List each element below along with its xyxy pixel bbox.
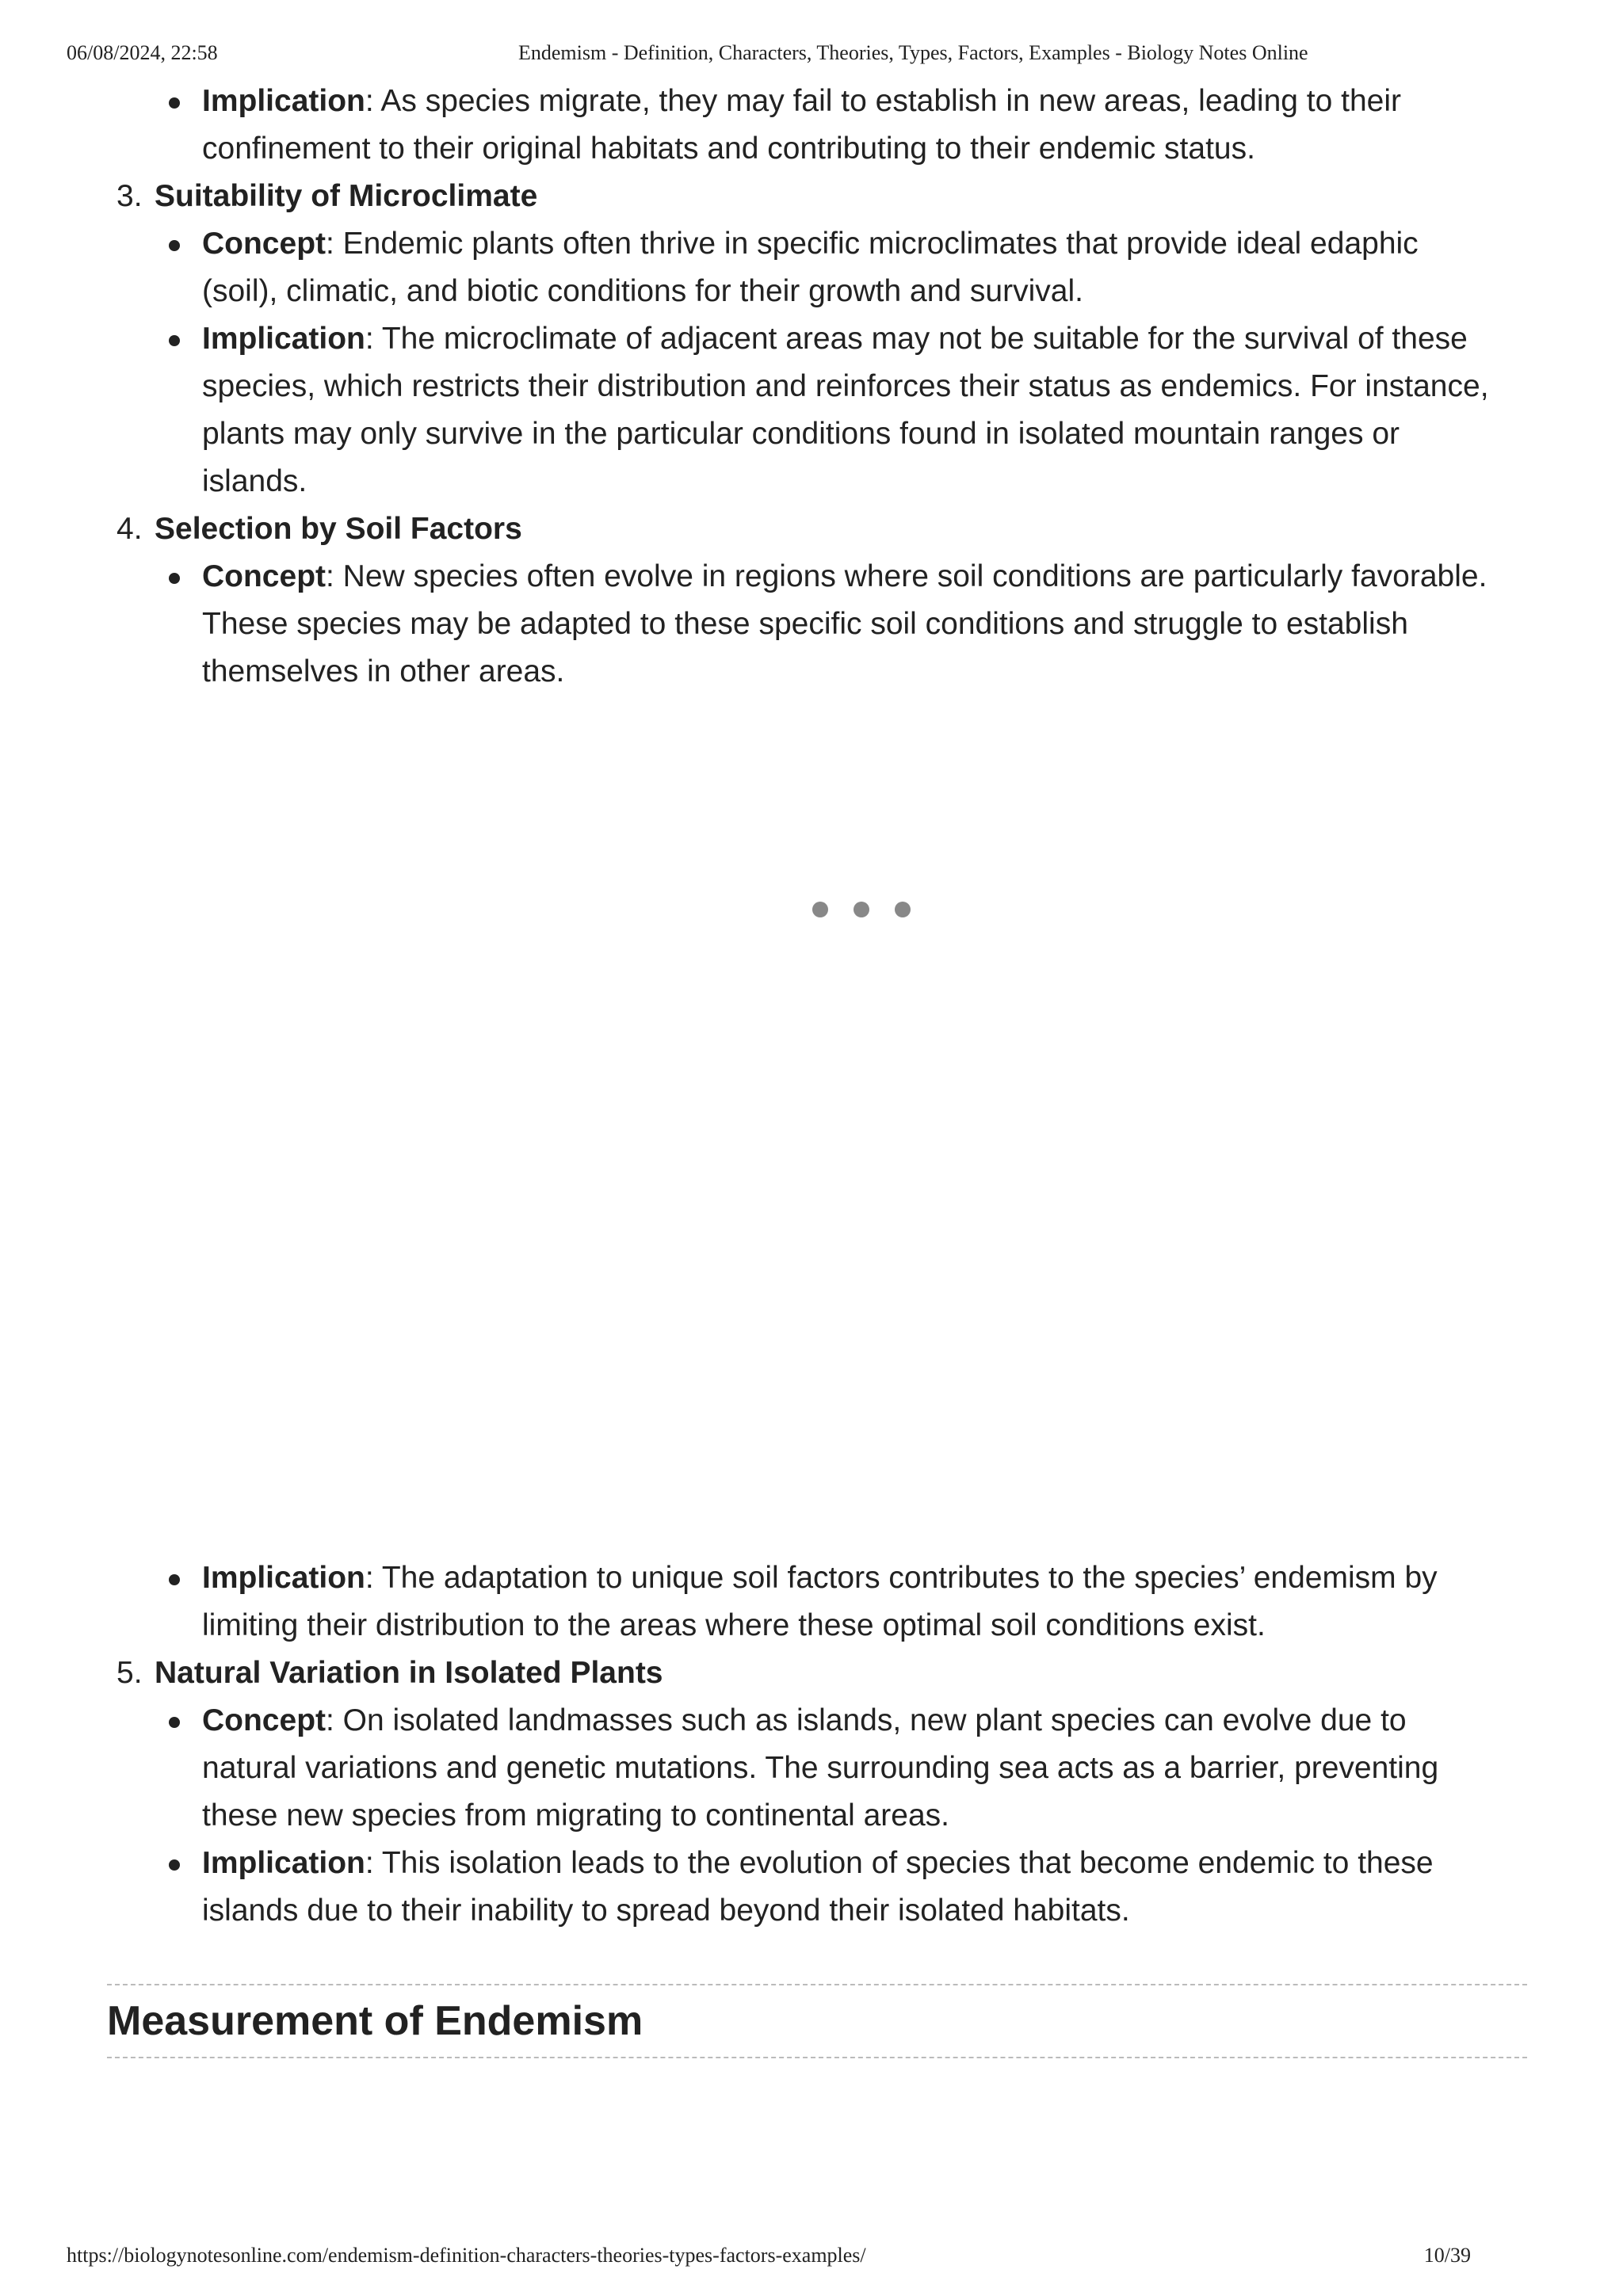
print-header: [67, 41, 1556, 73]
loading-dots-icon: [812, 902, 911, 917]
bullet-label: Concept: [202, 559, 326, 593]
list-item: [107, 220, 1533, 315]
section-heading-wrapper: [107, 1984, 1527, 2058]
list-item: [107, 1697, 1533, 1840]
bullet-text: : Endemic plants often thrive in specific microclimates that provide ideal edaphic (soil), climatic, and biotic conditions for their growth and survival.: [202, 227, 1419, 308]
item-number: 3.: [116, 179, 143, 213]
item-number: 5.: [116, 1656, 143, 1690]
bullet-text: : The microclimate of adjacent areas may not be suitable for the survival of these species, which restricts their distribution and reinforces their status as endemics. For instance, plants may only survive in the particular conditions found in isolated mountain ranges or islands.: [202, 322, 1489, 498]
bullet-text: : The adaptation to unique soil factors contributes to the species’ endemism by limiting their distribution to the areas where these optimal soil conditions exist.: [202, 1561, 1438, 1642]
bullet-icon: [169, 573, 180, 584]
list-item: [107, 1554, 1533, 1650]
list-item: [107, 553, 1533, 696]
page-number: 10/39: [1423, 2244, 1471, 2267]
item-title: Selection by Soil Factors: [155, 512, 522, 546]
bullet-icon: [169, 1859, 180, 1871]
list-item: [107, 315, 1533, 505]
bullet-label: Implication: [202, 1846, 365, 1880]
section-heading: Measurement of Endemism: [107, 1998, 643, 2044]
loading-dot: [895, 902, 911, 917]
loading-dot: [812, 902, 828, 917]
print-url: https://biologynotesonline.com/endemism-definition-characters-theories-types-factors-examples/: [67, 2244, 866, 2267]
bullet-icon: [169, 97, 180, 109]
list-item: [107, 1840, 1533, 1935]
print-page-title: Endemism - Definition, Characters, Theories, Types, Factors, Examples - Biology Notes Online: [518, 41, 1308, 64]
bullet-icon: [169, 1717, 180, 1728]
numbered-item-3: [107, 173, 1533, 220]
numbered-item-5: [107, 1650, 1533, 1697]
bullet-label: Concept: [202, 1703, 326, 1737]
bullet-text: : As species migrate, they may fail to establish in new areas, leading to their confinement to their original habitats and contributing to their endemic status.: [202, 84, 1402, 166]
article-content-bottom: [107, 1554, 1533, 1935]
bullet-icon: [169, 335, 180, 346]
bullet-label: Implication: [202, 322, 365, 356]
bullet-icon: [169, 240, 180, 251]
bullet-text: : This isolation leads to the evolution of species that become endemic to these islands due to their inability to spread beyond their isolated habitats.: [202, 1846, 1434, 1928]
article-content-top: [107, 78, 1533, 696]
print-footer: [67, 2244, 1556, 2275]
bullet-text: : On isolated landmasses such as islands, new plant species can evolve due to natural variations and genetic mutations. The surrounding sea acts as a barrier, preventing these new species from migrating to continental areas.: [202, 1703, 1439, 1833]
list-item: [107, 78, 1533, 173]
bullet-text: : New species often evolve in regions where soil conditions are particularly favorable. These species may be adapted to these specific soil conditions and struggle to establish themselves in other areas.: [202, 559, 1487, 688]
item-title: Natural Variation in Isolated Plants: [155, 1656, 663, 1690]
print-datetime: 06/08/2024, 22:58: [67, 41, 218, 64]
bullet-label: Implication: [202, 84, 365, 118]
item-title: Suitability of Microclimate: [155, 179, 538, 213]
bullet-label: Concept: [202, 227, 326, 261]
loading-dot: [854, 902, 869, 917]
bullet-label: Implication: [202, 1561, 365, 1595]
numbered-item-4: [107, 505, 1533, 553]
bullet-icon: [169, 1574, 180, 1585]
item-number: 4.: [116, 512, 143, 546]
